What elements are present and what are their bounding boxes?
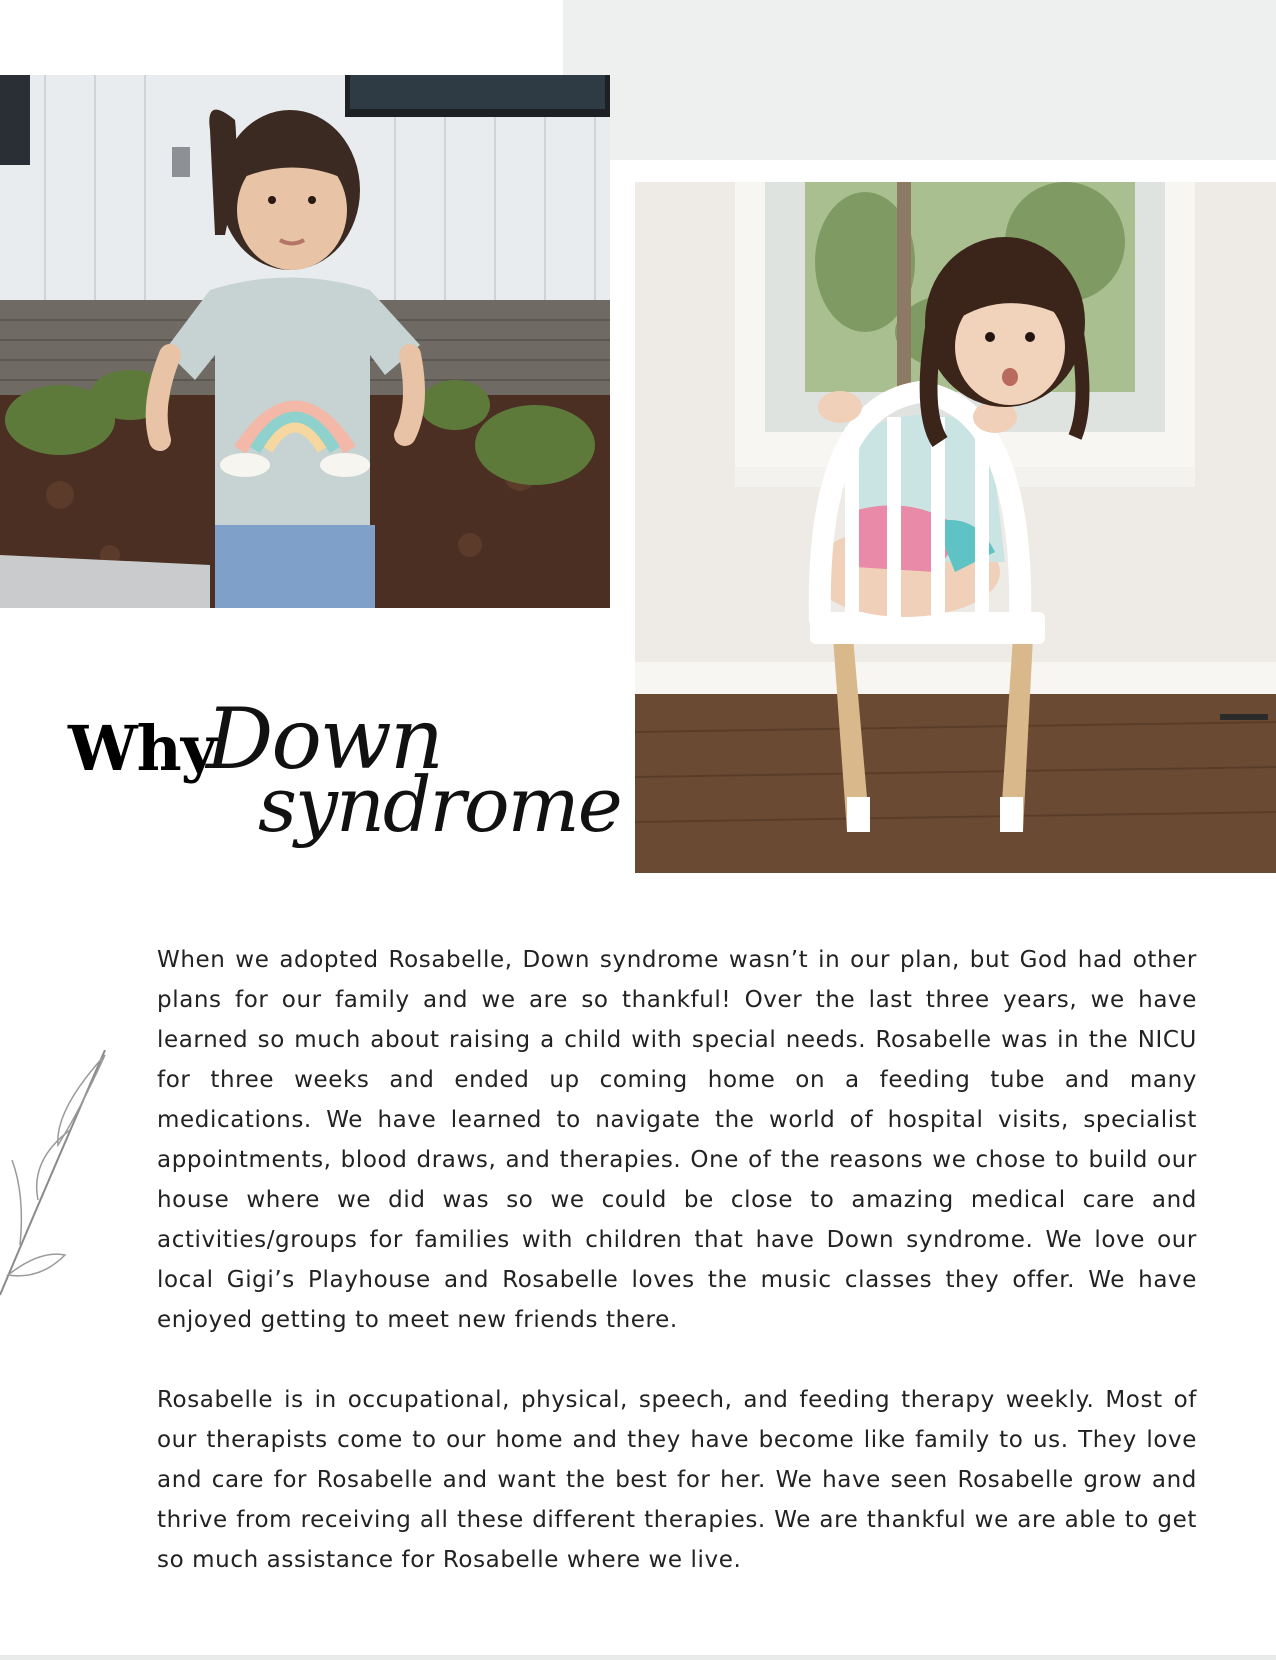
heading-word-syndrome: syndrome (258, 760, 621, 849)
heading-word-why: Why (68, 712, 216, 785)
bottom-divider (0, 1655, 1276, 1660)
leaf-sprig-icon (0, 1050, 110, 1310)
body-text (157, 940, 1197, 1620)
child-outdoors-photo (0, 75, 610, 608)
body-paragraph-2: Rosabelle is in occupational, physical, speech, and feeding therapy weekly. Most of our therapists come to our home and they have become like family to us. They love and care for Rosabelle and want the best for her. We have seen Rosabelle grow and thrive from receiving all these different therapies. We are thankful we are able to get so much assistance for Rosabelle where we live. (157, 1387, 1197, 1573)
body-paragraph-1: When we adopted Rosabelle, Down syndrome wasn’t in our plan, but God had other plans for our family and we are so thankful! Over the last three years, we have learned so much about raising a child with special needs. Rosabelle was in the NICU for three weeks and ended up coming home on a feeding tube and many medications. We have learned to navigate the world of hospital visits, specialist appointments, blood draws, and therapies. One of the reasons we chose to build our house where we did was so we could be close to amazing medical care and activities/groups for families with children that have Down syndrome. We love our local Gigi’s Playhouse and Rosabelle loves the music classes they offer. We have enjoyed getting to meet new friends there. (157, 947, 1197, 1333)
heading-word-down: Down (206, 690, 442, 788)
gray-header-block (563, 0, 1276, 160)
child-on-chair-photo (635, 182, 1276, 873)
section-heading (68, 690, 621, 890)
